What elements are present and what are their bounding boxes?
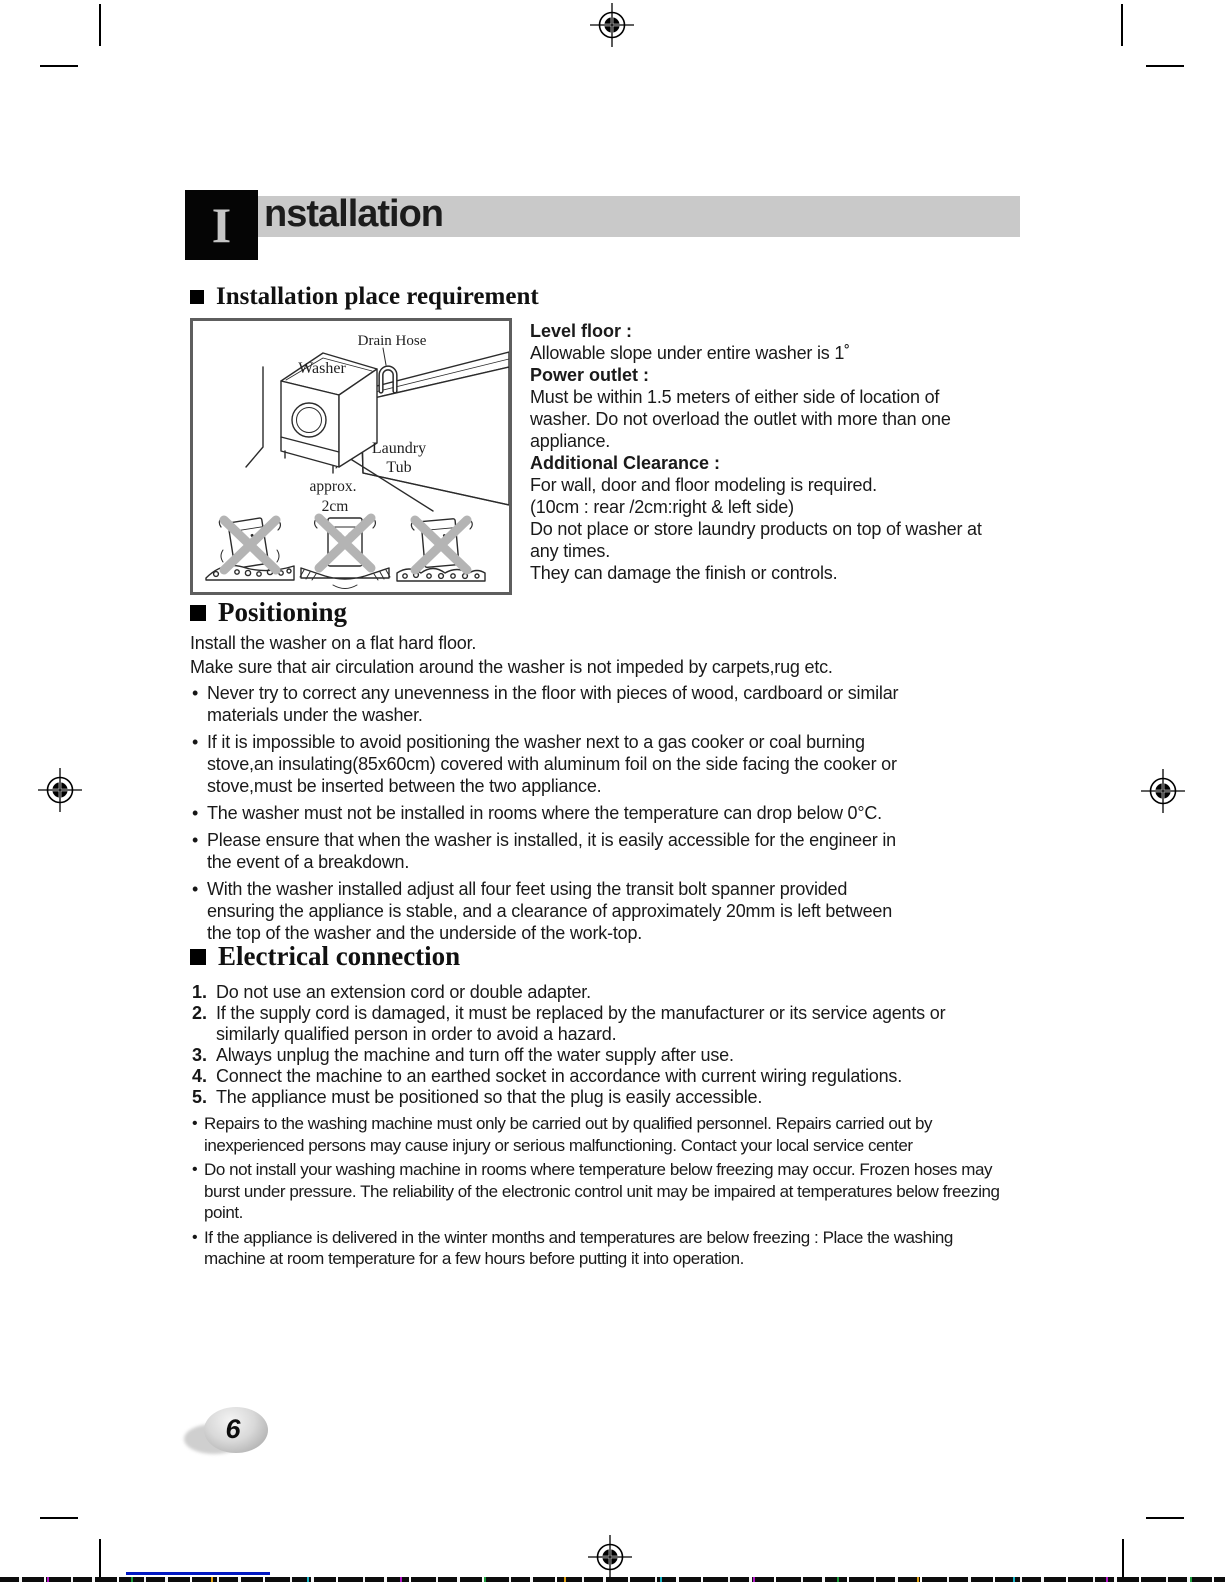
list-item bbox=[192, 1113, 1000, 1156]
section-heading-positioning bbox=[190, 597, 347, 628]
text-line: Please ensure that when the washer is installed, it is easily accessible for the engineer in bbox=[207, 830, 896, 850]
installation-figure bbox=[190, 318, 512, 595]
bullet-marker: • bbox=[192, 683, 199, 703]
text-line: any times. bbox=[530, 541, 611, 561]
list-item bbox=[192, 829, 898, 873]
text-line: Allowable slope under entire washer is 1˚ bbox=[530, 343, 850, 363]
list-item bbox=[192, 1227, 1000, 1270]
registration-mark-icon bbox=[37, 767, 83, 813]
list-item bbox=[192, 682, 898, 726]
text-line: Connect the machine to an earthed socket in accordance with current wiring regulations. bbox=[216, 1066, 902, 1086]
text-line: machine at room temperature for a few hours before putting it into operation. bbox=[204, 1249, 744, 1268]
figure-label-tub: Tub bbox=[386, 459, 412, 476]
positioning-bullets bbox=[192, 682, 898, 949]
blue-underline-mark bbox=[126, 1572, 270, 1575]
text-line: stove,must be inserted between the two appliance. bbox=[207, 776, 602, 796]
spec-label: Power outlet : bbox=[530, 365, 650, 385]
figure-label-2cm: 2cm bbox=[321, 498, 349, 515]
crop-mark bbox=[99, 4, 101, 46]
text-line: If the supply cord is damaged, it must be replaced by the manufacturer or its service agents or bbox=[216, 1003, 946, 1023]
item-number: 5. bbox=[192, 1087, 208, 1107]
section-heading-text: Electrical connection bbox=[218, 941, 461, 971]
section-bullet-square bbox=[190, 949, 206, 965]
section-heading-place bbox=[190, 283, 539, 311]
list-item bbox=[192, 982, 945, 1003]
text-line: (10cm : rear /2cm:right & left side) bbox=[530, 497, 794, 517]
section-bullet-square bbox=[190, 290, 204, 304]
text-line: inexperienced persons may cause injury or serious malfunctioning. Contact your local service center bbox=[204, 1135, 913, 1155]
registration-mark-icon bbox=[589, 2, 635, 48]
text-line: With the washer installed adjust all four feet using the transit bolt spanner provided bbox=[207, 879, 848, 899]
text-line: Install the washer on a flat hard floor. bbox=[190, 633, 477, 653]
bullet-marker: • bbox=[192, 1161, 198, 1178]
text-line: washer. Do not overload the outlet with more than one bbox=[530, 409, 951, 429]
figure-label-laundry: Laundry bbox=[371, 440, 427, 457]
crop-mark bbox=[1146, 1517, 1184, 1519]
list-item bbox=[192, 1045, 945, 1066]
text-line: stove,an insulating(85x60cm) covered with aluminum foil on the side facing the cooker or bbox=[207, 754, 897, 774]
bullet-marker: • bbox=[192, 879, 199, 899]
text-line: Never try to correct any unevenness in the floor with pieces of wood, cardboard or similar bbox=[207, 683, 899, 703]
chapter-initial: I bbox=[211, 197, 232, 253]
page-number-badge bbox=[204, 1407, 268, 1453]
text-line: similarly qualified person in order to avoid a hazard. bbox=[216, 1024, 617, 1044]
crop-mark bbox=[1121, 4, 1123, 46]
bad-floor-scene-sag bbox=[300, 518, 390, 589]
text-line: If it is impossible to avoid positioning the washer next to a gas cooker or coal burning bbox=[207, 732, 865, 752]
figure-label-washer: Washer bbox=[298, 360, 346, 377]
figure-label-drain-hose: Drain Hose bbox=[357, 333, 427, 349]
spec-label: Additional Clearance : bbox=[530, 453, 721, 473]
text-line: If the appliance is delivered in the winter months and temperatures are below freezing : Place the washing bbox=[204, 1227, 953, 1247]
text-line: Repairs to the washing machine must only be carried out by qualified personnel. Repairs carried out by bbox=[204, 1114, 933, 1133]
chapter-initial-box bbox=[185, 190, 258, 260]
list-item bbox=[192, 1003, 945, 1045]
item-number: 4. bbox=[192, 1066, 208, 1086]
section-heading-electrical bbox=[190, 941, 460, 972]
text-line: Make sure that air circulation around the washer is not impeded by carpets,rug etc. bbox=[190, 657, 833, 677]
bad-floor-scene-rubble bbox=[397, 519, 485, 581]
spec-label: Level floor : bbox=[530, 321, 633, 341]
list-item bbox=[192, 802, 898, 824]
text-line: Must be within 1.5 meters of either side of location of bbox=[530, 387, 940, 407]
bad-floor-scene-rocks bbox=[206, 518, 294, 580]
text-line: the event of a breakdown. bbox=[207, 852, 410, 872]
electrical-numbered-list bbox=[192, 982, 945, 1108]
crop-mark bbox=[40, 1517, 78, 1519]
page-number: 6 bbox=[225, 1413, 241, 1444]
text-line: Do not install your washing machine in rooms where temperature below freezing may occur. Frozen hoses may bbox=[204, 1160, 993, 1179]
placement-specs bbox=[530, 320, 1030, 584]
registration-mark-icon bbox=[587, 1534, 633, 1580]
item-number: 2. bbox=[192, 1003, 208, 1023]
list-item bbox=[192, 878, 898, 944]
text-line: Do not use an extension cord or double adapter. bbox=[216, 982, 591, 1002]
text-line: appliance. bbox=[530, 431, 611, 451]
text-line: point. bbox=[204, 1203, 243, 1222]
text-line: materials under the washer. bbox=[207, 705, 423, 725]
bullet-marker: • bbox=[192, 830, 199, 850]
section-heading-text: Installation place requirement bbox=[216, 283, 539, 310]
text-line: the top of the washer and the underside of the work-top. bbox=[207, 923, 643, 943]
text-line: The appliance must be positioned so that the plug is easily accessible. bbox=[216, 1087, 763, 1107]
bullet-marker: • bbox=[192, 732, 199, 752]
list-item bbox=[192, 731, 898, 797]
crop-mark bbox=[99, 1539, 101, 1577]
text-line: Always unplug the machine and turn off the water supply after use. bbox=[216, 1045, 734, 1065]
wall-lines bbox=[246, 367, 263, 467]
positioning-intro bbox=[190, 631, 833, 679]
text-line: ensuring the appliance is stable, and a clearance of approximately 20mm is left between bbox=[207, 901, 893, 921]
bullet-marker: • bbox=[192, 1115, 198, 1132]
figure-label-approx: approx. bbox=[309, 478, 357, 495]
text-line: burst under pressure. The reliability of the electronic control unit may be impaired at temperatures below freezing bbox=[204, 1181, 1000, 1201]
item-number: 3. bbox=[192, 1045, 208, 1065]
section-heading-text: Positioning bbox=[218, 597, 348, 627]
page-title: nstallation bbox=[264, 193, 444, 235]
registration-mark-icon bbox=[1140, 768, 1186, 814]
washer-placement-illustration bbox=[193, 321, 509, 592]
list-item bbox=[192, 1066, 945, 1087]
bullet-marker: • bbox=[192, 803, 199, 823]
text-line: They can damage the finish or controls. bbox=[530, 563, 838, 583]
list-item bbox=[192, 1159, 1000, 1224]
section-bullet-square bbox=[190, 605, 206, 621]
crop-mark bbox=[1146, 65, 1184, 67]
text-line: The washer must not be installed in rooms where the temperature can drop below 0°C. bbox=[207, 803, 882, 823]
text-line: Do not place or store laundry products on top of washer at bbox=[530, 519, 982, 539]
bullet-marker: • bbox=[192, 1228, 198, 1246]
scan-edge-artifact bbox=[0, 1577, 1225, 1582]
crop-mark bbox=[1122, 1539, 1124, 1577]
text-line: For wall, door and floor modeling is required. bbox=[530, 475, 877, 495]
list-item bbox=[192, 1087, 945, 1108]
electrical-warning-bullets bbox=[192, 1113, 1000, 1273]
crop-mark bbox=[40, 65, 78, 67]
item-number: 1. bbox=[192, 982, 208, 1002]
